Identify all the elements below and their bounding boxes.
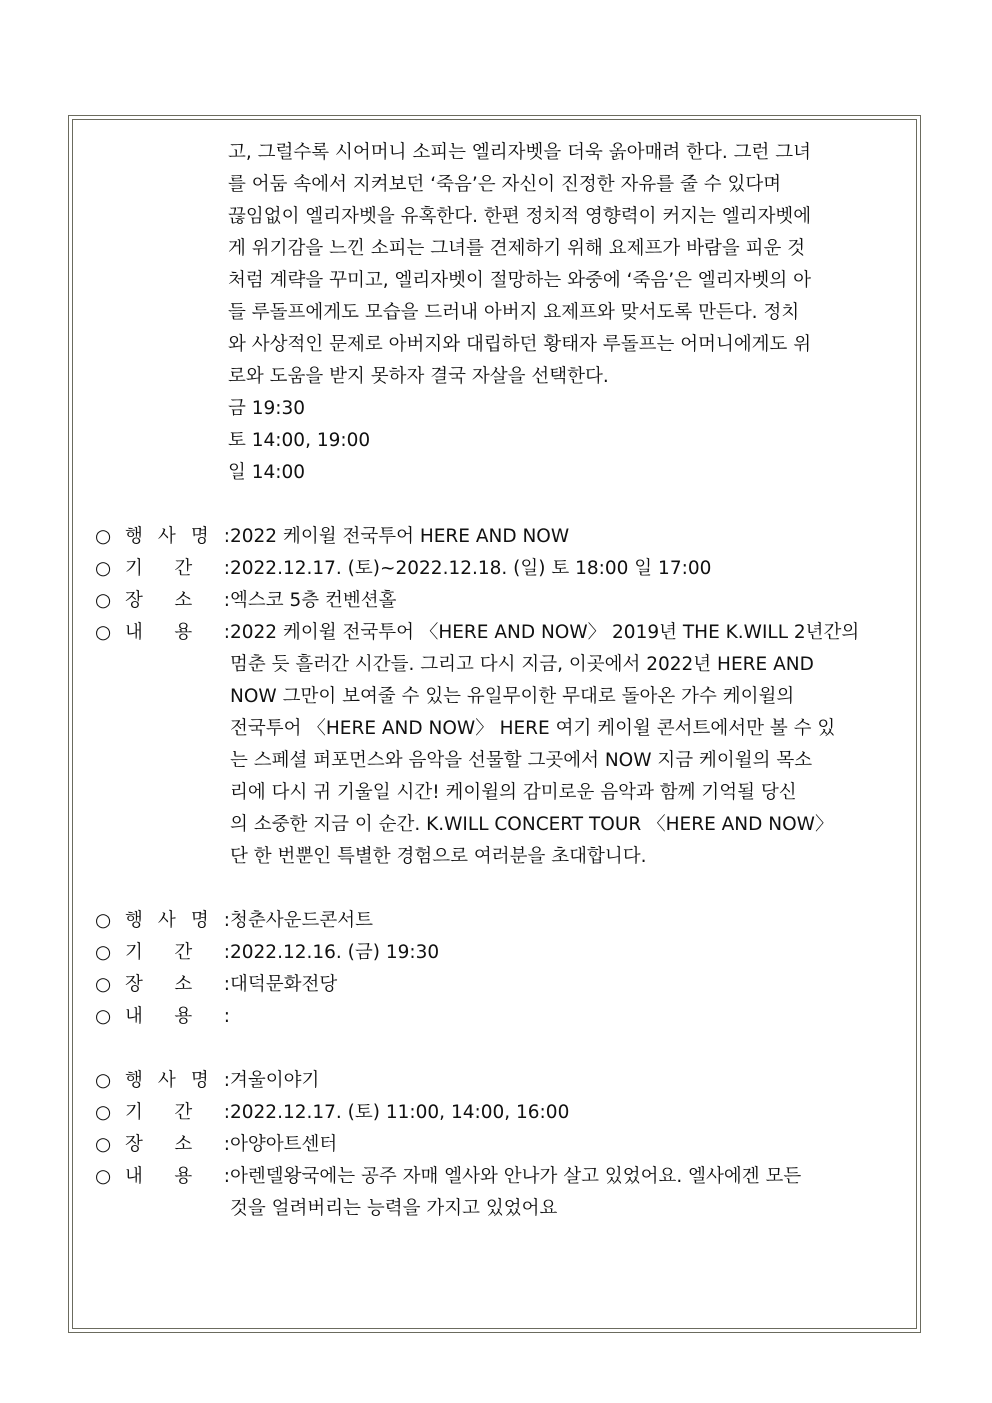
event-3-place-row (95, 1129, 898, 1161)
schedule-line: 금 19:30 (228, 398, 306, 419)
content-line: 단 한 번뿐인 특별한 경험으로 여러분을 초대합니다. (230, 846, 647, 867)
event-1-period-row (95, 553, 898, 585)
event-2-content-row (95, 1001, 898, 1033)
label-place: 장 소 : (125, 974, 230, 995)
circle-bullet: ○ (95, 558, 112, 579)
event-1-content-row (95, 617, 898, 873)
event-content (230, 617, 898, 873)
circle-bullet: ○ (95, 942, 112, 963)
content-line: 리에 다시 귀 기울일 시간! 케이윌의 감미로운 음악과 함께 기억될 당신 (230, 782, 797, 803)
circle-bullet: ○ (95, 590, 112, 611)
label-event-name: 행 사 명 : (125, 910, 230, 931)
label-event-name: 행 사 명 : (125, 1070, 230, 1091)
content-line: 는 스페셜 퍼포먼스와 음악을 선물할 그곳에서 NOW 지금 케이윌의 목소 (230, 750, 813, 771)
story-line: 게 위기감을 느낀 소피는 그녀를 견제하기 위해 요제프가 바람을 피운 것 (228, 238, 806, 259)
content-line: 전국투어 〈HERE AND NOW〉 HERE 여기 케이윌 콘서트에서만 볼 수 있 (230, 718, 836, 739)
event-2-place-row (95, 969, 898, 1001)
circle-bullet: ○ (95, 1166, 112, 1187)
content-line: 것을 얼려버리는 능력을 가지고 있었어요 (230, 1198, 558, 1219)
content-line: 의 소중한 지금 이 순간. K.WILL CONCERT TOUR 〈HERE AND NOW〉 (230, 814, 834, 835)
story-line: 를 어둠 속에서 지켜보던 ‘죽음’은 자신이 진정한 자유를 줄 수 있다며 (228, 174, 782, 195)
circle-bullet: ○ (95, 1006, 112, 1027)
event-place: 엑스코 5층 컨벤션홀 (230, 590, 397, 611)
event-name: 겨울이야기 (230, 1070, 320, 1091)
event-place: 아양아트센터 (230, 1134, 338, 1155)
label-period: 기 간 : (125, 1102, 230, 1123)
schedule-list (228, 393, 898, 489)
event-period: 2022.12.17. (토) 11:00, 14:00, 16:00 (230, 1102, 570, 1123)
event-name: 2022 케이윌 전국투어 HERE AND NOW (230, 526, 570, 547)
circle-bullet: ○ (95, 1134, 112, 1155)
event-period: 2022.12.17. (토)~2022.12.18. (일) 토 18:00 일 17:00 (230, 558, 712, 579)
story-line: 와 사상적인 문제로 아버지와 대립하던 황태자 루돌프는 어머니에게도 위 (228, 334, 812, 355)
event-2-period-row (95, 937, 898, 969)
content-line: 아렌델왕국에는 공주 자매 엘사와 안나가 살고 있었어요. 엘사에겐 모든 (230, 1166, 802, 1187)
story-line: 로와 도움을 받지 못하자 결국 자살을 선택한다. (228, 366, 609, 387)
event-3-period-row (95, 1097, 898, 1129)
label-content: 내 용 : (125, 1006, 230, 1027)
content-line: 2022 케이윌 전국투어 〈HERE AND NOW〉 2019년 THE K.WILL 2년간의 (230, 622, 860, 643)
document-body (95, 137, 898, 1225)
label-content: 내 용 : (125, 622, 230, 643)
circle-bullet: ○ (95, 1070, 112, 1091)
content-line: NOW 그만이 보여줄 수 있는 유일무이한 무대로 돌아온 가수 케이윌의 (230, 686, 795, 707)
story-line: 고, 그럴수록 시어머니 소피는 엘리자벳을 더욱 옭아매려 한다. 그런 그녀 (228, 142, 811, 163)
label-period: 기 간 : (125, 558, 230, 579)
circle-bullet: ○ (95, 622, 112, 643)
event-2-name-row (95, 905, 898, 937)
event-1-place-row (95, 585, 898, 617)
event-period: 2022.12.16. (금) 19:30 (230, 942, 440, 963)
story-paragraph (228, 137, 898, 393)
event-1-name-row (95, 521, 898, 553)
content-line: 멈춘 듯 흘러간 시간들. 그리고 다시 지금, 이곳에서 2022년 HERE AND (230, 654, 814, 675)
event-3-content-row (95, 1161, 898, 1225)
label-place: 장 소 : (125, 590, 230, 611)
story-line: 처럼 계략을 꾸미고, 엘리자벳이 절망하는 와중에 ‘죽음’은 엘리자벳의 아 (228, 270, 811, 291)
label-period: 기 간 : (125, 942, 230, 963)
event-3-name-row (95, 1065, 898, 1097)
circle-bullet: ○ (95, 1102, 112, 1123)
label-content: 내 용 : (125, 1166, 230, 1187)
label-event-name: 행 사 명 : (125, 526, 230, 547)
circle-bullet: ○ (95, 910, 112, 931)
story-line: 들 루돌프에게도 모습을 드러내 아버지 요제프와 맞서도록 만든다. 정치 (228, 302, 800, 323)
circle-bullet: ○ (95, 526, 112, 547)
circle-bullet: ○ (95, 974, 112, 995)
label-place: 장 소 : (125, 1134, 230, 1155)
event-content (230, 1161, 898, 1225)
event-name: 청춘사운드콘서트 (230, 910, 373, 931)
schedule-line: 토 14:00, 19:00 (228, 430, 371, 451)
story-line: 끊임없이 엘리자벳을 유혹한다. 한편 정치적 영향력이 커지는 엘리자벳에 (228, 206, 812, 227)
schedule-line: 일 14:00 (228, 462, 306, 483)
event-place: 대덕문화전당 (230, 974, 338, 995)
